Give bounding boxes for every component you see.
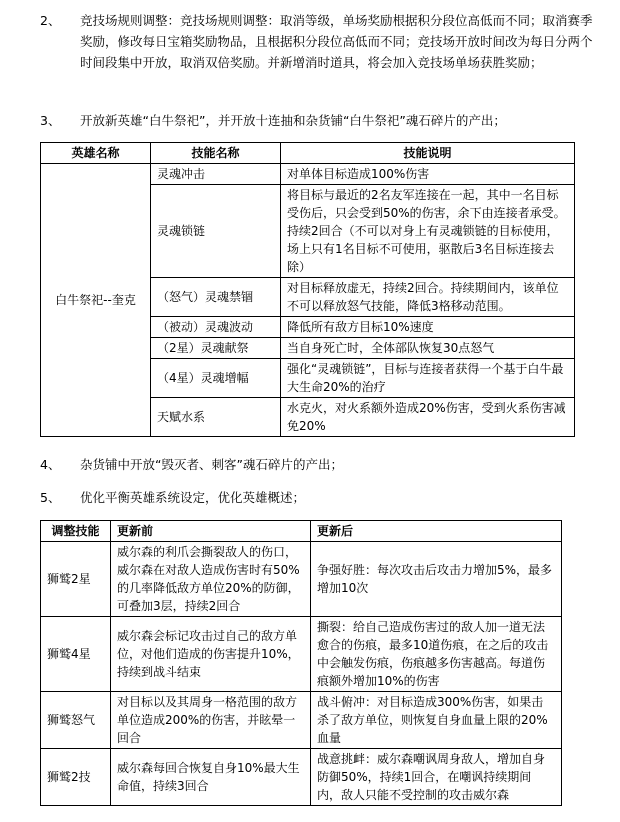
skill-cell: 灵魂锁链: [151, 185, 281, 278]
skill-cell: 天赋水系: [151, 398, 281, 437]
after-cell: 撕裂：给自己造成伤害过的敌人加一道无法愈合的伤痕，最多10道伤痕，在之后的攻击中会触发伤痕，伤痕越多伤害越高。每道伤痕额外增加10%的伤害: [311, 617, 562, 692]
table-row: [41, 542, 562, 617]
item-number: 3、: [40, 113, 61, 128]
skill-cell: 灵魂冲击: [151, 164, 281, 185]
skill-cell: （4星）灵魂增幅: [151, 359, 281, 398]
header-before: 更新前: [111, 521, 311, 542]
header-skill-name: 技能名称: [151, 143, 281, 164]
before-cell: 威尔森会标记攻击过自己的敌方单位，对他们造成的伤害提升10%，持续到战斗结束: [111, 617, 311, 692]
header-skill-desc: 技能说明: [281, 143, 575, 164]
before-cell: 威尔森的利爪会撕裂敌人的伤口，威尔森在对敌人造成伤害时有50%的几率降低敌方单位20%的防御，可叠加3层，持续2回合: [111, 542, 311, 617]
item-text: 开放新英雄“白牛祭祀”，并开放十连抽和杂货铺“白牛祭祀”魂石碎片的产出；: [80, 113, 506, 128]
desc-cell: 降低所有敌方目标10%速度: [281, 317, 575, 338]
header-adjusted-skill: 调整技能: [41, 521, 111, 542]
skill-cell: （2星）灵魂献祭: [151, 338, 281, 359]
hero-name-cell: 白牛祭祀--奎克: [41, 164, 151, 437]
header-hero-name: 英雄名称: [41, 143, 151, 164]
skill-name-cell: 狮鹫怒气: [41, 692, 111, 749]
before-cell: 对目标以及其周身一格范围的敌方单位造成200%的伤害，并眩晕一回合: [111, 692, 311, 749]
desc-cell: 对目标释放虚无，持续2回合。持续期间内，该单位不可以释放怒气技能，降低3格移动范围。: [281, 278, 575, 317]
table-row: [41, 749, 562, 806]
table-row: [41, 617, 562, 692]
skill-cell: （怒气）灵魂禁锢: [151, 278, 281, 317]
table-header-row: [41, 521, 562, 542]
skill-name-cell: 狮鹫4星: [41, 617, 111, 692]
after-cell: 战斗俯冲：对目标造成300%伤害，如果击杀了敌方单位，则恢复自身血量上限的20%血量: [311, 692, 562, 749]
desc-cell: 强化“灵魂锁链”，目标与连接者获得一个基于白牛最大生命20%的治疗: [281, 359, 575, 398]
after-cell: 争强好胜：每次攻击后攻击力增加5%，最多增加10次: [311, 542, 562, 617]
desc-cell: 将目标与最近的2名友军连接在一起，其中一名目标受伤后，只会受到50%的伤害，余下由连接者承受。持续2回合（不可以对身上有灵魂锁链的目标使用，场上只有1名目标不可使用，驱散后3名目标连接去除）: [281, 185, 575, 278]
table-row: [41, 164, 575, 185]
table-header-row: [41, 143, 575, 164]
item-number: 2、: [40, 13, 61, 28]
before-cell: 威尔森每回合恢复自身10%最大生命值，持续3回合: [111, 749, 311, 806]
item-text: 杂货铺中开放“毁灭者、刺客”魂石碎片的产出；: [80, 457, 343, 472]
item-text: 优化平衡英雄系统设定，优化英雄概述；: [80, 490, 306, 505]
desc-cell: 当自身死亡时，全体部队恢复30点怒气: [281, 338, 575, 359]
item-number: 4、: [40, 457, 61, 472]
item-text: 竞技场规则调整：竞技场规则调整：取消等级，单场奖励根据积分段位高低而不同；取消赛季奖励，修改每日宝箱奖励物品，且根据积分段位高低而不同；竞技场开放时间改为每日分两个时间段集中开放，取消双倍奖励。并新增消时道具，将会加入竞技场单场获胜奖励；: [80, 13, 593, 70]
table-row: [41, 692, 562, 749]
skill-name-cell: 狮鹫2技: [41, 749, 111, 806]
desc-cell: 水克火，对火系额外造成20%伤害，受到火系伤害减免20%: [281, 398, 575, 437]
item-number: 5、: [40, 490, 61, 505]
skill-adjustment-table: [40, 520, 562, 806]
skill-cell: （被动）灵魂波动: [151, 317, 281, 338]
header-after: 更新后: [311, 521, 562, 542]
hero-skill-table: [40, 142, 575, 437]
desc-cell: 对单体目标造成100%伤害: [281, 164, 575, 185]
skill-name-cell: 狮鹫2星: [41, 542, 111, 617]
after-cell: 战意挑衅：威尔森嘲讽周身敌人，增加自身防御50%，持续1回合，在嘲讽持续期间内，敌人只能不受控制的攻击威尔森: [311, 749, 562, 806]
